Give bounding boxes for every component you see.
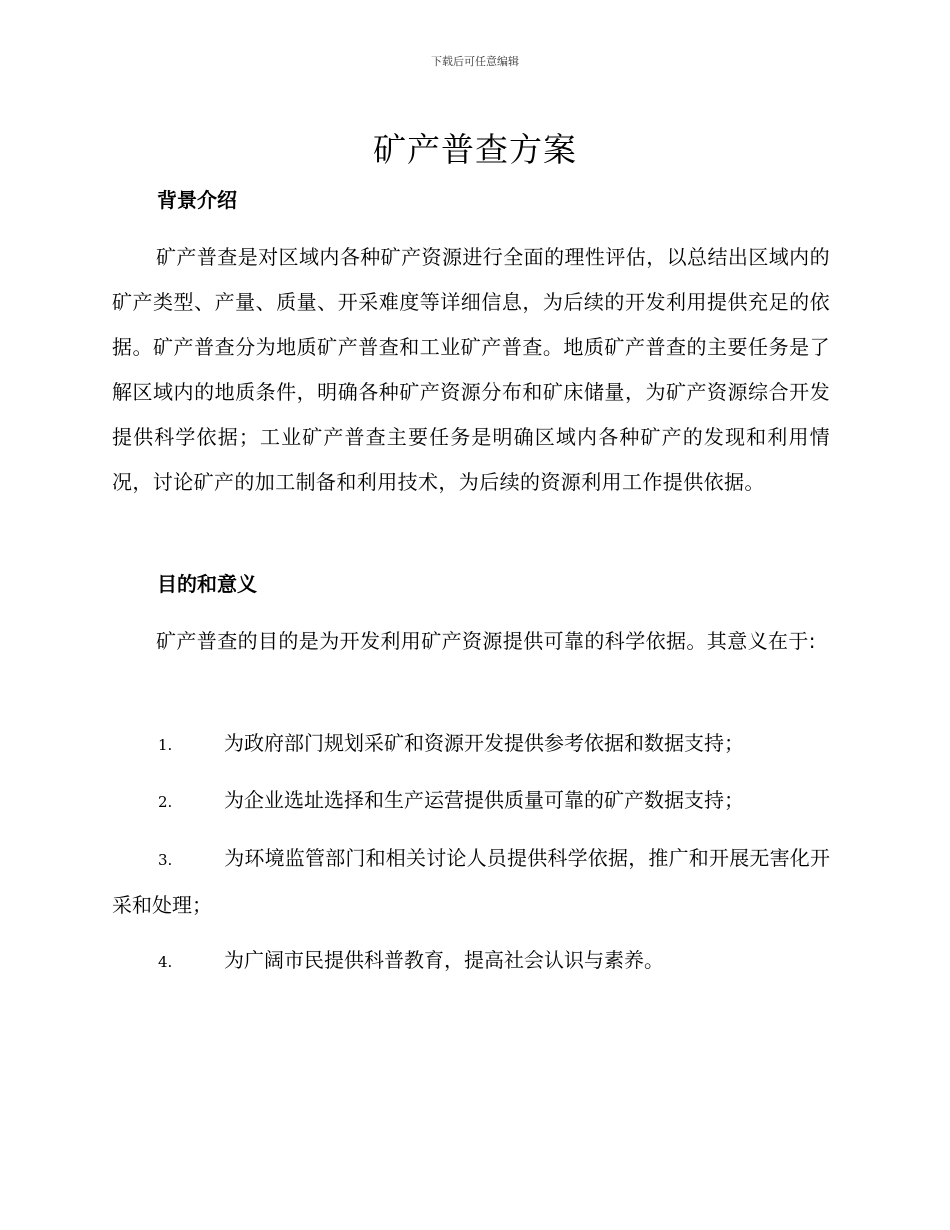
list-item: [112, 721, 830, 768]
list-item: [112, 836, 830, 928]
list-item: [112, 938, 830, 985]
list-item-text: 为政府部门规划采矿和资源开发提供参考依据和数据支持；: [224, 731, 744, 755]
page-header: 下载后可任意编辑: [431, 55, 519, 68]
list-item-text: 为环境监管部门和相关讨论人员提供科学依据，推广和开展无害化开采和处理；: [112, 846, 830, 917]
list-item: [112, 778, 830, 825]
list-item-number: 2.: [158, 793, 173, 811]
purpose-paragraph: 矿产普查的目的是为开发利用矿产资源提供可靠的科学依据。其意义在于:: [156, 629, 816, 653]
section-heading-purpose: 目的和意义: [157, 572, 257, 596]
document-title: 矿产普查方案: [373, 130, 577, 169]
list-item-number: 4.: [158, 953, 173, 971]
section-heading-background: 背景介绍: [157, 188, 237, 212]
list-item-number: 3.: [158, 851, 173, 869]
background-paragraph: 矿产普查是对区域内各种矿产资源进行全面的理性评估，以总结出区域内的矿产类型、产量、质量、开采难度等详细信息，为后续的开发利用提供充足的依据。矿产普查分为地质矿产普查和工业矿产普查。地质矿产普查的主要任务是了解区域内的地质条件，明确各种矿产资源分布和矿床储量，为矿产资源综合开发提供科学依据；工业矿产普查主要任务是明确区域内各种矿产的发现和利用情况，讨论矿产的加工制备和利用技术，为后续的资源利用工作提供依据。: [112, 245, 830, 494]
list-item-text: 为企业选址选择和生产运营提供质量可靠的矿产数据支持；: [224, 788, 744, 812]
list-item-number: 1.: [158, 736, 173, 754]
list-item-text: 为广阔市民提供科普教育，提高社会认识与素养。: [224, 948, 664, 972]
